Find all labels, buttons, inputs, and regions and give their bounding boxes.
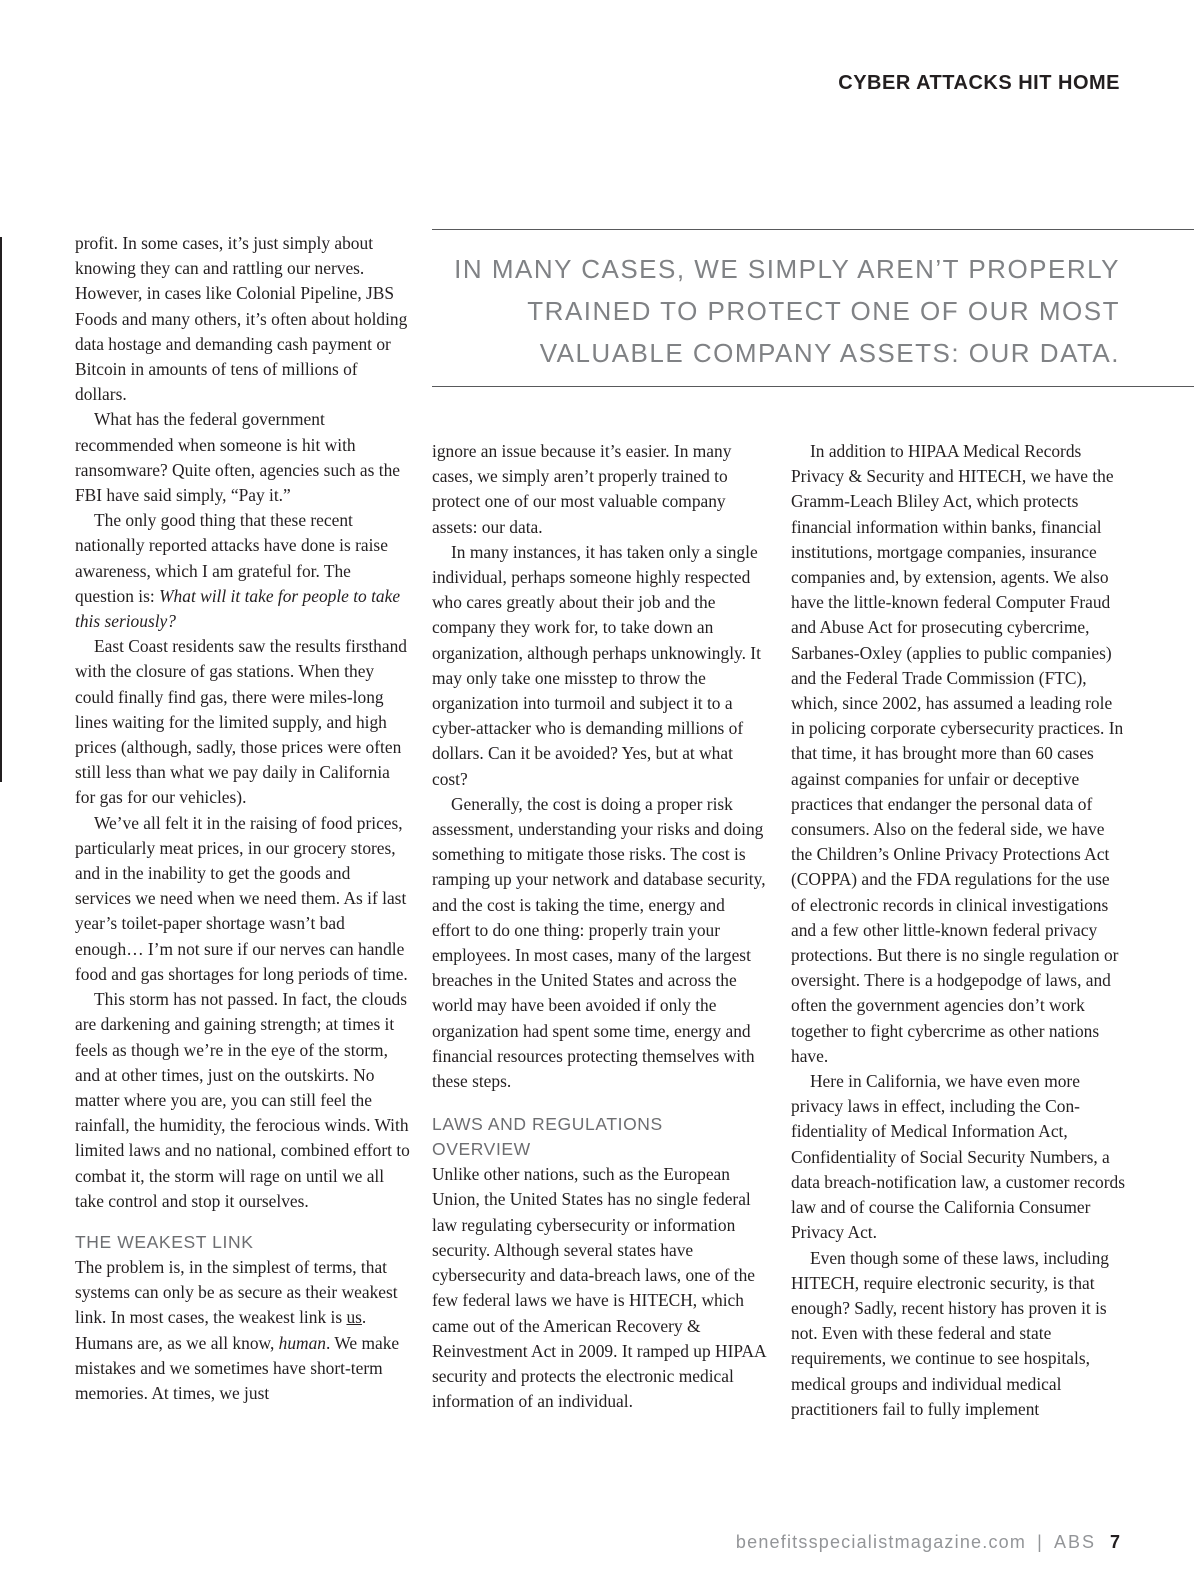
footer-website: benefitsspecialistmagazine.com xyxy=(735,1532,1027,1552)
page-number: 7 xyxy=(1109,1532,1120,1552)
paragraph-text: . We make mistakes and we sometimes have short-term memories. At times, we just xyxy=(75,1332,400,1403)
pullquote-line: TRAINED TO PROTECT ONE OF OUR MOST xyxy=(527,296,1120,326)
paragraph: What has the federal government recommended when someone is hit with ransomware? Quite often, agencies such as the FBI have said simply, “Pay it.” xyxy=(75,409,400,506)
subheading-line: OVERVIEW xyxy=(432,1139,531,1160)
paragraph: Unlike other nations, such as the European Union, the United States has no single federal law regulating cybersecurity or information security. Although several states have cybersecurity and data-breach laws, one of the few federal laws we have is HITECH, which came out of the American Recovery & Reinvestment Act in 2009. It ramped up HIPAA security and protects the electronic medical information of an individual. xyxy=(432,1164,766,1412)
subheading-line: LAWS AND REGULATIONS xyxy=(432,1114,663,1135)
emphasis: What will it take for people to take this seriously? xyxy=(75,585,401,632)
column-middle xyxy=(432,439,767,1414)
footer-publication: ABS xyxy=(1053,1532,1096,1552)
underlined-word: us xyxy=(346,1307,362,1328)
paragraph-text: . Humans are, as we all know, xyxy=(75,1307,367,1353)
pullquote-line: IN MANY CASES, WE SIMPLY AREN’T PROPERLY xyxy=(454,254,1120,284)
paragraph: profit. In some cases, it’s just simply about knowing they can and rattling our nerves. However, in cases like Colonial Pipeline, JBS Foods and many others, it’s often about holding data hostage and demanding cash payment or Bitcoin in amounts of tens of millions of dollars. xyxy=(75,233,408,405)
running-head: CYBER ATTACKS HIT HOME xyxy=(838,72,1120,94)
paragraph xyxy=(75,508,410,634)
paragraph: Here in California, we have even more privacy laws in effect, including the Confidentiality of Medical Information Act, Confidentiality of Social Security Numbers, a data breach-notification law, a customer records law and of course the California Consumer Privacy Act. xyxy=(791,1071,1125,1243)
subheading-weakest-link: THE WEAKEST LINK xyxy=(75,1231,254,1252)
paragraph: In many instances, it has taken only a single individual, perhaps someone highly respected who cares greatly about their job and the company they work for, to take down an organization, although perhaps unknowingly. It may only take one misstep to throw the organization into turmoil and subject it to a cyber-attacker who is demanding millions of dollars. Can it be avoided? Yes, but at what cost? xyxy=(432,541,761,789)
paragraph xyxy=(75,1255,410,1406)
pullquote-text xyxy=(420,248,1120,374)
paragraph: In addition to HIPAA Medical Records Privacy & Security and HITECH, we have the Gramm-Leach Bliley Act, which protects financial information within banks, financial institutions, mortgage companies, insurance companies and, by extension, agents. We also have the little-known federal Computer Fraud and Abuse Act for prosecuting cybercrime, Sarbanes-Oxley (applies to public companies) and the Federal Trade Commission (FTC), which, since 2002, has assumed a leading role in policing corporate cybersecurity practices. In that time, it has brought more than 60 cases against companies for unfair or deceptive practices that endanger the personal data of consumers. Also on the federal side, we have the Children’s Online Privacy Protections Act (COPPA) and the FDA regulations for the use of electronic records in clinical investigations and a few other little-known federal privacy protections. But there is no single regulation or oversight. There is a hodgepodge of laws, and often the government agencies don’t work together to fight cybercrime as other nations have. xyxy=(791,441,1124,1066)
pullquote-line: VALUABLE COMPANY ASSETS: OUR DATA. xyxy=(539,338,1120,368)
paragraph: East Coast residents saw the results firsthand with the closure of gas stations. When they could finally find gas, there were miles-long lines waiting for the limited supply, and high prices (although, sadly, those prices were often still less than what we pay daily in California for gas for our vehicles). xyxy=(75,636,407,808)
pullquote xyxy=(432,229,1194,387)
column-left xyxy=(75,231,410,1406)
paragraph: We’ve all felt it in the raising of food prices, particularly meat prices, in our grocery stores, and in the inability to get the goods and services we need when we need them. As if last year’s toilet-paper shortage wasn’t bad enough… I’m not sure if our nerves can handle food and gas shortages for long periods of time. xyxy=(75,812,408,984)
footer-separator: | xyxy=(1037,1532,1043,1552)
paragraph: This storm has not passed. In fact, the clouds are darkening and gaining strength; at times it feels as though we’re in the eye of the storm, and at other times, just on the outskirts. No matter where you are, you can still feel the rainfall, the humidity, the ferocious winds. With limited laws and no national, combined effort to combat it, the storm will rage on until we all take control and stop it ourselves. xyxy=(75,989,410,1211)
emphasis: human xyxy=(278,1332,326,1353)
subheading-laws-regulations xyxy=(432,1112,767,1162)
margin-rule xyxy=(0,237,2,782)
column-right xyxy=(791,439,1126,1422)
paragraph-text: The problem is, in the simplest of terms, that systems can only be as secure as their weakest link. In most cases, the weakest link is xyxy=(75,1256,398,1328)
page-footer xyxy=(736,1532,1120,1553)
paragraph: Generally, the cost is doing a proper risk assessment, understanding your risks and doing something to mitigate those risks. The cost is ramping up your network and database security, and the cost is taking the time, energy and effort to do one thing: properly train your employees. In most cases, many of the largest breaches in the United States and across the world may have been avoided if only the organization had spent some time, energy and financial resources protecting themselves with these steps. xyxy=(432,793,766,1092)
paragraph: Even though some of these laws, including HITECH, require electronic security, is that enough? Sadly, recent history has proven it is not. Even with these federal and state requirements, we continue to see hospitals, medical groups and individual medical practitioners fail to fully implement xyxy=(791,1247,1109,1419)
paragraph: ignore an issue because it’s easier. In many cases, we simply aren’t properly trained to protect one of our most valuable company assets: our data. xyxy=(432,441,732,537)
paragraph-text: The only good thing that these recent nationally reported attacks have done is raise awareness, which I am grateful for. The question is: xyxy=(75,510,388,606)
